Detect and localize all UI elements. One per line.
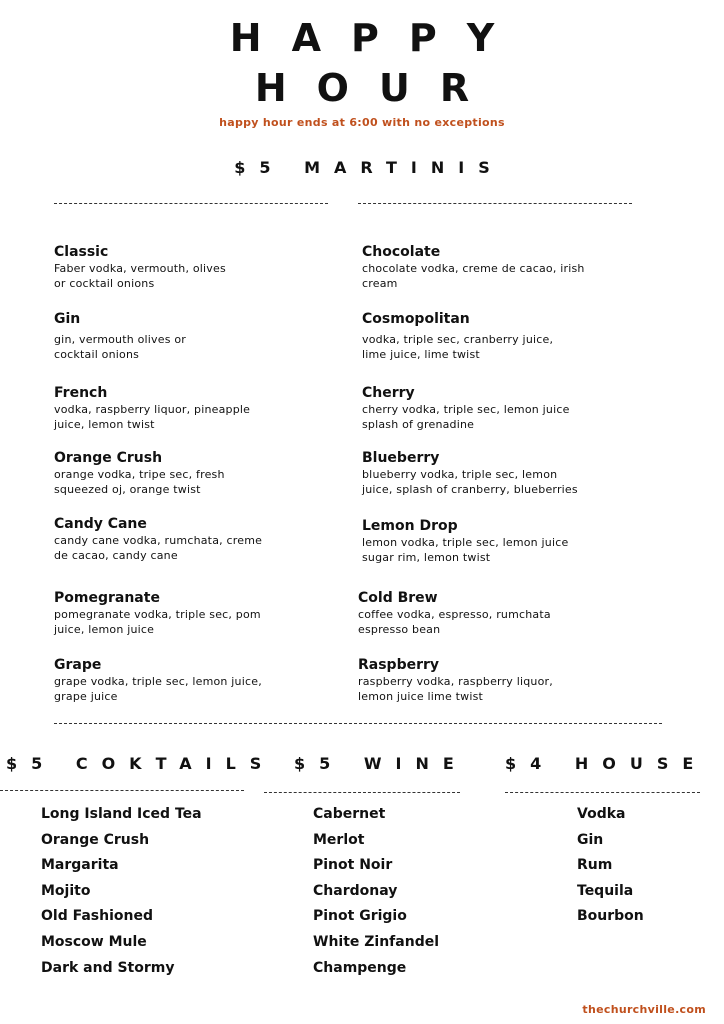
martini-item: [54, 590, 304, 637]
martini-name: French: [54, 385, 108, 401]
martini-desc: cherry vodka, triple sec, lemon juice: [362, 403, 570, 416]
martini-item: [54, 244, 304, 291]
martini-item: [54, 385, 304, 432]
martini-desc: juice, splash of cranberry, blueberries: [362, 483, 578, 496]
cocktail-item: Long Island Iced Tea: [41, 806, 202, 822]
martini-item: [362, 450, 632, 497]
wine-item: Merlot: [313, 832, 365, 848]
martini-item: [54, 516, 304, 563]
divider-cocktails: [0, 790, 244, 791]
divider-full: [54, 723, 662, 724]
cocktail-item: Dark and Stormy: [41, 960, 175, 976]
martini-name: Classic: [54, 244, 109, 260]
divider-martinis-left: [54, 203, 328, 204]
martini-desc: lime juice, lime twist: [362, 348, 480, 361]
martini-desc: vodka, triple sec, cranberry juice,: [362, 333, 554, 346]
house-item: Bourbon: [577, 908, 644, 924]
martini-name: Gin: [54, 311, 81, 327]
martini-name: Cherry: [362, 385, 415, 401]
martini-desc: raspberry vodka, raspberry liquor,: [358, 675, 553, 688]
martini-desc: juice, lemon twist: [54, 418, 155, 431]
wine-item: White Zinfandel: [313, 934, 440, 950]
title-happy: HAPPY: [229, 16, 525, 60]
wine-item: Pinot Grigio: [313, 908, 407, 924]
martini-name: Cold Brew: [358, 590, 438, 606]
martini-name: Lemon Drop: [362, 518, 458, 534]
wine-heading: $5 WINE: [294, 754, 468, 773]
martini-item: [54, 450, 304, 497]
martini-desc: espresso bean: [358, 623, 441, 636]
cocktails-heading: $5 COKTAILS: [6, 754, 276, 773]
footer-site-link[interactable]: thechurchville.com: [582, 1003, 706, 1016]
wine-item: Chardonay: [313, 883, 398, 899]
martini-desc: orange vodka, tripe sec, fresh: [54, 468, 225, 481]
martini-desc: grape vodka, triple sec, lemon juice,: [54, 675, 262, 688]
martini-item: [362, 518, 632, 565]
martini-item: [54, 657, 304, 704]
martini-desc: candy cane vodka, rumchata, creme: [54, 534, 263, 547]
martini-name: Orange Crush: [54, 450, 163, 466]
martini-desc: lemon juice lime twist: [358, 690, 484, 703]
martini-desc: de cacao, candy cane: [54, 549, 178, 562]
martini-name: Pomegranate: [54, 590, 160, 606]
house-heading: $4 HOUSE: [505, 754, 708, 773]
martini-name: Blueberry: [362, 450, 440, 466]
martini-item: [358, 657, 628, 704]
martini-desc: or cocktail onions: [54, 277, 155, 290]
martini-desc: grape juice: [54, 690, 118, 703]
wine-item: Pinot Noir: [313, 857, 393, 873]
cocktail-item: Mojito: [41, 883, 91, 899]
martini-desc: coffee vodka, espresso, rumchata: [358, 608, 551, 621]
martini-desc: vodka, raspberry liquor, pineapple: [54, 403, 251, 416]
martini-item: [362, 385, 632, 432]
martini-name: Grape: [54, 657, 102, 673]
cocktail-item: Moscow Mule: [41, 934, 147, 950]
house-item: Vodka: [577, 806, 626, 822]
martini-desc: gin, vermouth olives or: [54, 333, 187, 346]
house-item: Rum: [577, 857, 613, 873]
martini-desc: blueberry vodka, triple sec, lemon: [362, 468, 558, 481]
cocktail-item: Margarita: [41, 857, 119, 873]
cocktail-item: Old Fashioned: [41, 908, 153, 924]
martini-desc: sugar rim, lemon twist: [362, 551, 491, 564]
martini-item: [362, 244, 632, 291]
martini-name: Raspberry: [358, 657, 440, 673]
title-hour: HOUR: [254, 66, 500, 110]
martini-item: [54, 311, 304, 362]
wine-item: Cabernet: [313, 806, 386, 822]
martini-desc: pomegranate vodka, triple sec, pom: [54, 608, 261, 621]
house-item: Gin: [577, 832, 604, 848]
martini-desc: cream: [362, 277, 398, 290]
divider-house: [505, 792, 700, 793]
martini-desc: juice, lemon juice: [54, 623, 155, 636]
martini-desc: chocolate vodka, creme de cacao, irish: [362, 262, 585, 275]
martini-desc: cocktail onions: [54, 348, 140, 361]
martinis-heading: $5 MARTINIS: [234, 158, 504, 177]
martini-desc: squeezed oj, orange twist: [54, 483, 201, 496]
subtitle: happy hour ends at 6:00 with no exceptions: [219, 116, 505, 129]
martini-item: [358, 590, 628, 637]
divider-martinis-right: [358, 203, 632, 204]
house-item: Tequila: [577, 883, 634, 899]
wine-item: Champenge: [313, 960, 407, 976]
martini-name: Chocolate: [362, 244, 441, 260]
martini-desc: Faber vodka, vermouth, olives: [54, 262, 226, 275]
martini-name: Cosmopolitan: [362, 311, 470, 327]
martini-name: Candy Cane: [54, 516, 147, 532]
cocktail-item: Orange Crush: [41, 832, 150, 848]
martini-item: [362, 311, 632, 362]
divider-wine: [264, 792, 460, 793]
martini-desc: splash of grenadine: [362, 418, 475, 431]
martini-desc: lemon vodka, triple sec, lemon juice: [362, 536, 569, 549]
